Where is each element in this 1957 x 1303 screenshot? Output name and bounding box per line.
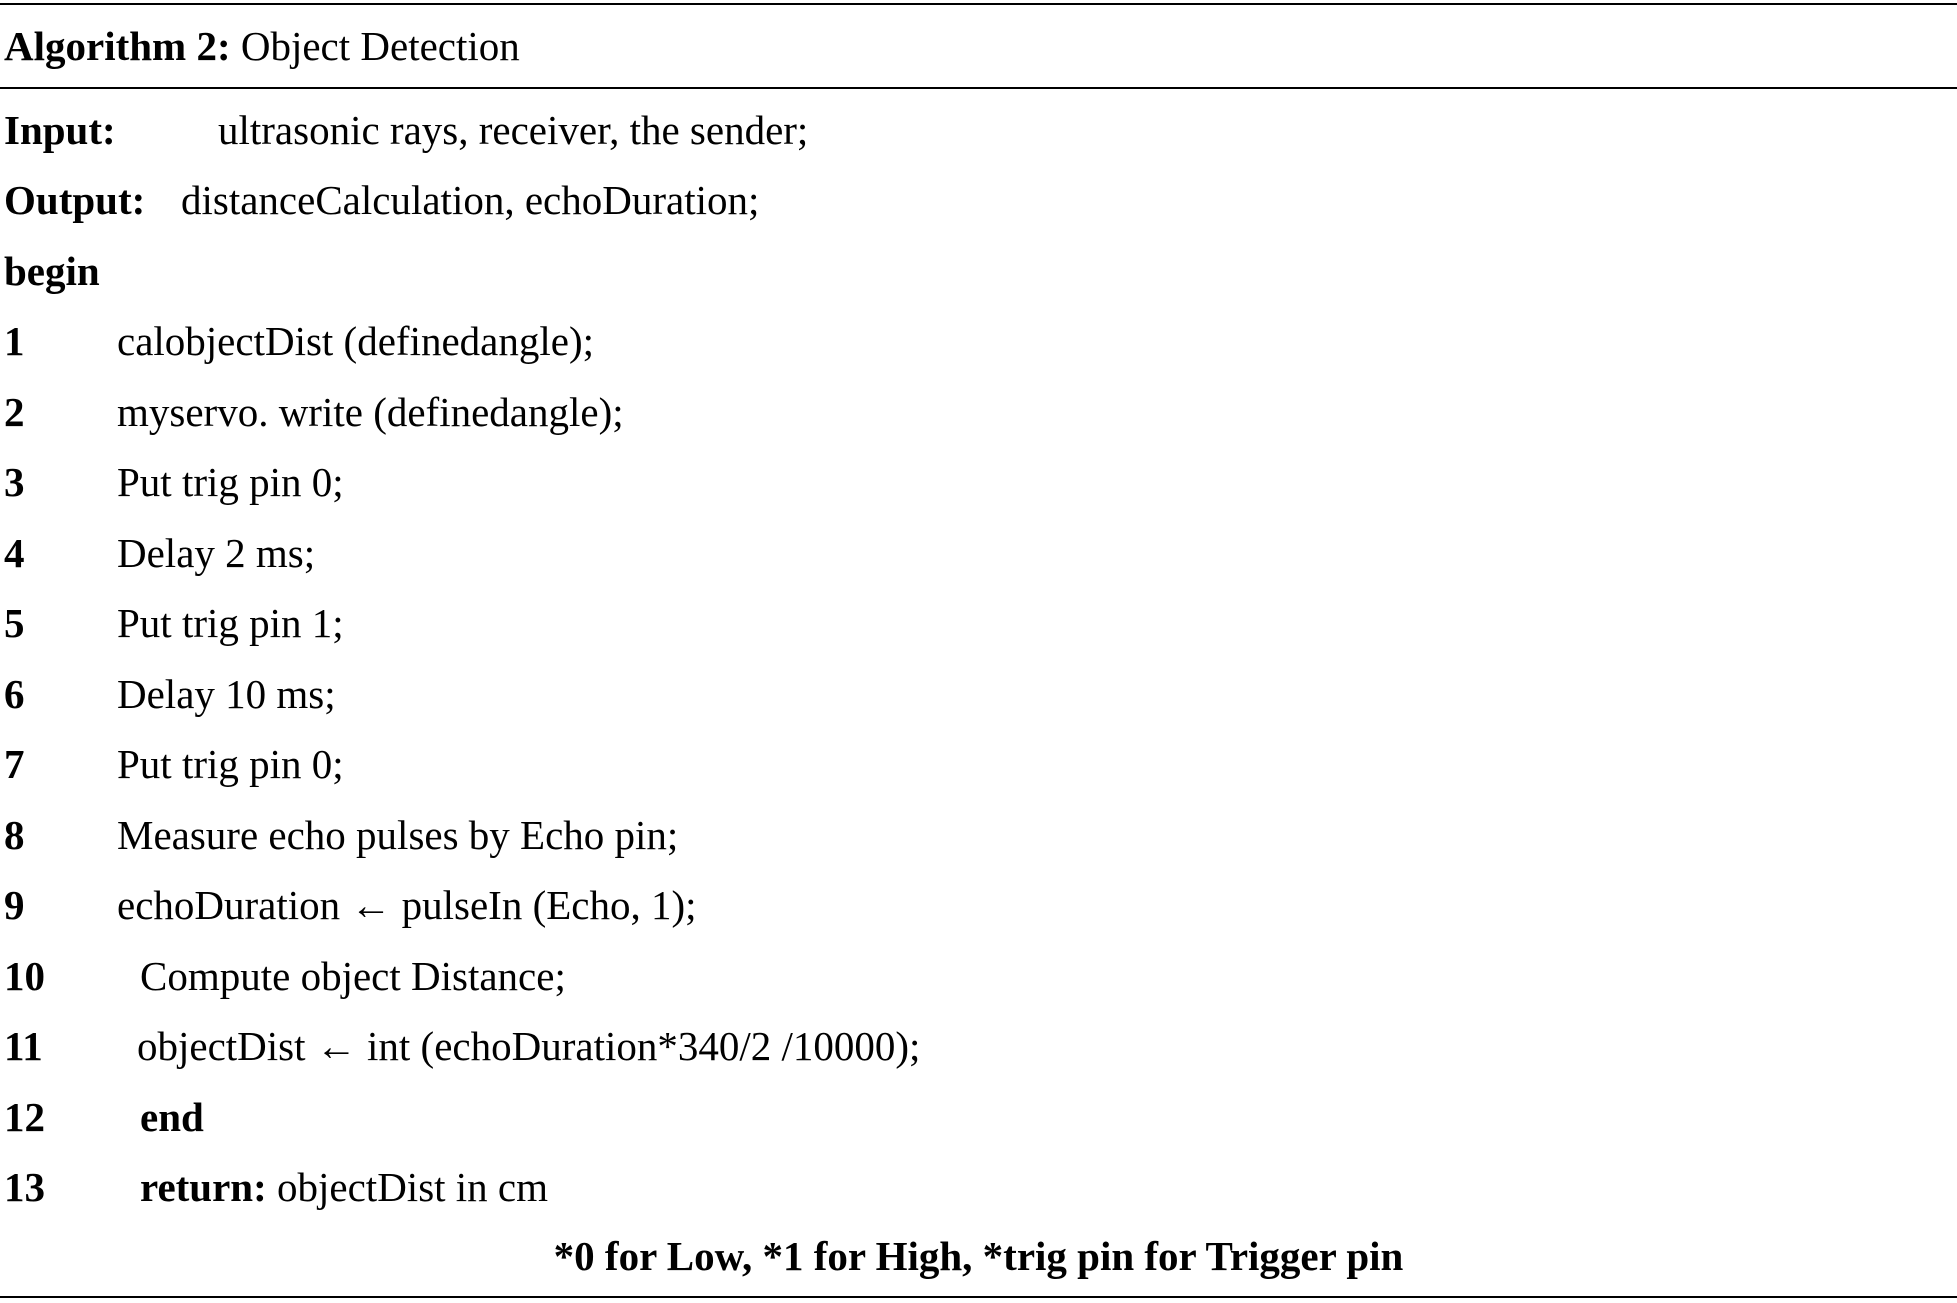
step-text: Measure echo pulses by Echo pin; [117, 812, 679, 858]
step-text: calobjectDist (definedangle); [117, 318, 594, 364]
step-number: 10 [4, 953, 45, 999]
step-number: 13 [4, 1164, 45, 1210]
output-value: distanceCalculation, echoDuration; [181, 177, 760, 223]
return-keyword: return: [140, 1164, 267, 1210]
step-text: objectDist ← int (echoDuration*340/2 /10000); [137, 1023, 921, 1069]
algorithm-label: Algorithm 2: [4, 23, 231, 69]
step-number: 5 [4, 600, 25, 646]
step-number: 3 [4, 459, 25, 505]
step-text: Delay 10 ms; [117, 671, 336, 717]
step-number: 9 [4, 882, 25, 928]
algorithm-name: Object Detection [240, 23, 520, 69]
output-label: Output: [4, 177, 146, 223]
step-text: Delay 2 ms; [117, 530, 316, 576]
header-rule [0, 87, 1957, 89]
step-number: 12 [4, 1094, 45, 1140]
step-text: Put trig pin 0; [117, 741, 344, 787]
step-text: Compute object Distance; [140, 953, 566, 999]
step-number: 8 [4, 812, 25, 858]
input-label: Input: [4, 107, 116, 153]
step-number: 6 [4, 671, 25, 717]
begin-keyword: begin [4, 248, 100, 294]
return-statement [140, 1163, 548, 1212]
algorithm-title [4, 22, 520, 71]
footnote: *0 for Low, *1 for High, *trig pin for Trigger pin [553, 1233, 1404, 1279]
step-number: 11 [4, 1023, 43, 1069]
step-number: 2 [4, 389, 25, 435]
step-text: myservo. write (definedangle); [117, 389, 624, 435]
bottom-rule [0, 1296, 1957, 1298]
step-number: 1 [4, 318, 25, 364]
step-text: Put trig pin 1; [117, 600, 344, 646]
step-text: Put trig pin 0; [117, 459, 344, 505]
step-number: 7 [4, 741, 25, 787]
input-value: ultrasonic rays, receiver, the sender; [218, 107, 809, 153]
step-number: 4 [4, 530, 25, 576]
top-rule [0, 3, 1957, 5]
return-value: objectDist in cm [277, 1164, 549, 1210]
end-keyword: end [140, 1094, 204, 1140]
step-text: echoDuration ← pulseIn (Echo, 1); [117, 882, 697, 928]
